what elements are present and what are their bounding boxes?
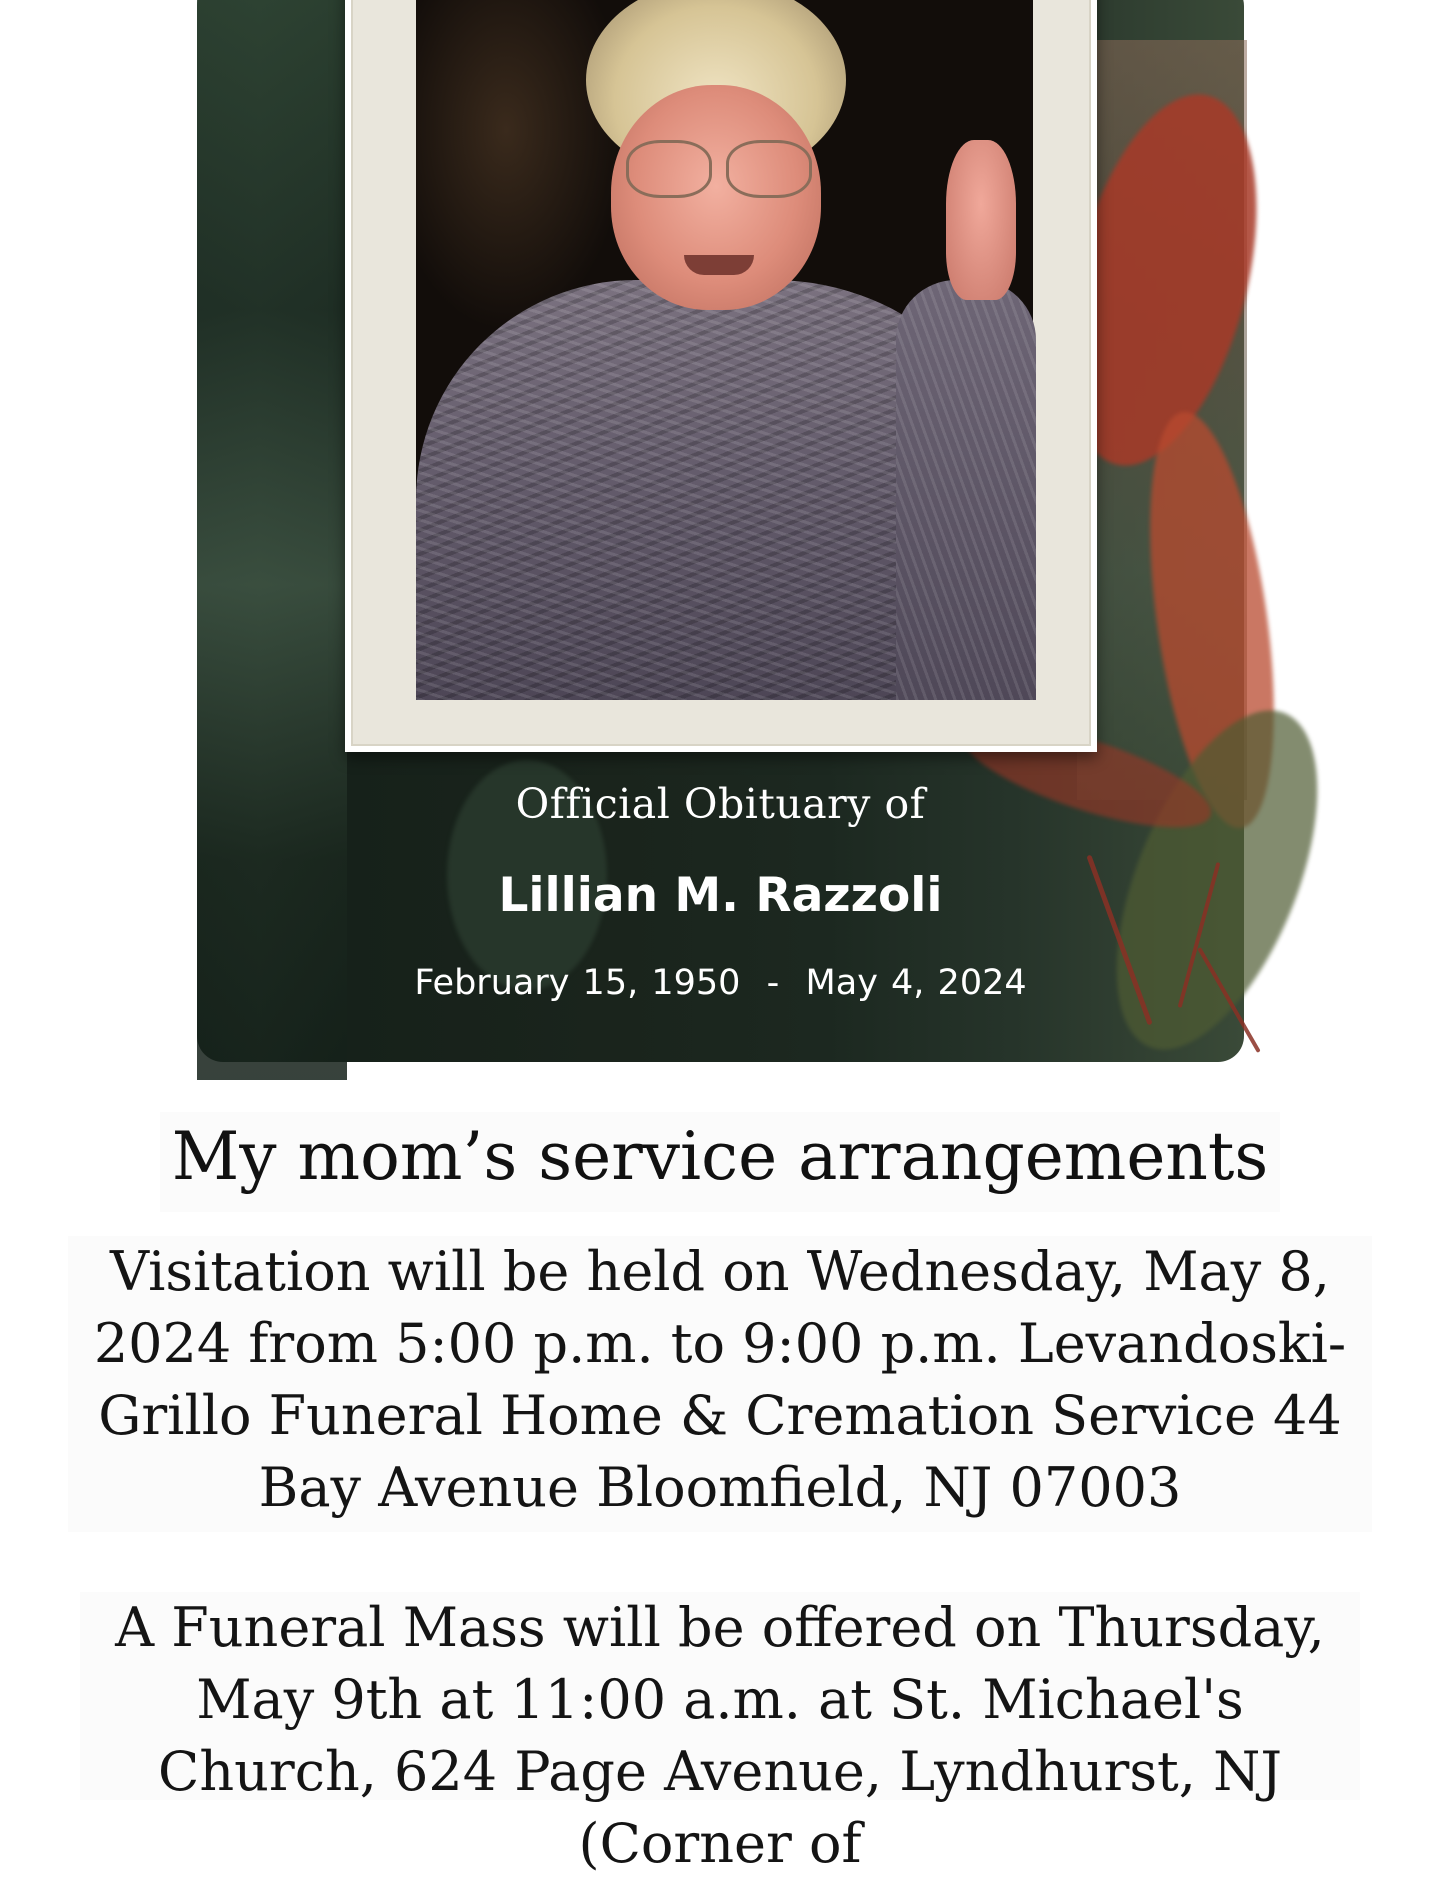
page-heading: My mom’s service arrangements (171, 1118, 1269, 1195)
life-dates: February 15, 1950 - May 4, 2024 (414, 963, 1027, 1003)
obituary-label: Official Obituary of (515, 780, 926, 828)
portrait-arm (896, 280, 1036, 700)
portrait-frame (345, 0, 1097, 752)
funeral-mass-text: A Funeral Mass will be offered on Thursday, May 9th at 11:00 a.m. at St. Michael's Church, 624 Page Avenue, Lyndhurst, NJ (Corner of (115, 1596, 1325, 1875)
deceased-name: Lillian M. Razzoli (498, 868, 943, 923)
portrait-glasses (626, 140, 816, 200)
portrait-mouth (684, 255, 754, 275)
obituary-card (197, 0, 1244, 1062)
portrait-hand (946, 140, 1016, 300)
portrait-photo (416, 0, 1033, 685)
visitation-text: Visitation will be held on Wednesday, May 8, 2024 from 5:00 p.m. to 9:00 p.m. Levandoski-Grillo Funeral Home & Cremation Service 44 Bay Avenue Bloomfield, NJ 07003 (93, 1240, 1347, 1519)
